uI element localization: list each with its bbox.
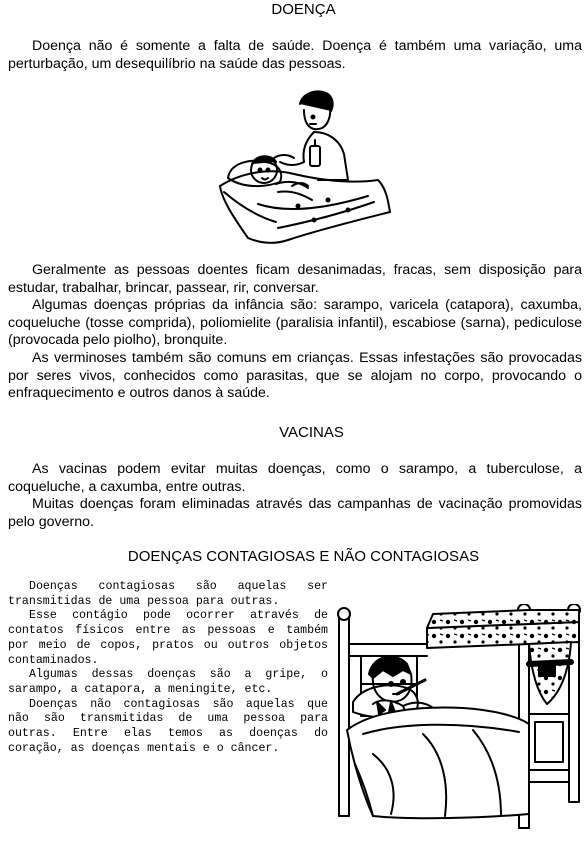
contagiosas-text (8, 580, 328, 756)
sick-boy-with-thermometer-in-bed-illustration (333, 604, 583, 836)
paragraph-vacinas-evitar: As vacinas podem evitar muitas doenças, como o sarampo, a tuberculose, a coqueluche, a caxumba, entre outras. (8, 461, 582, 495)
section-title-contagiosas: DOENÇAS CONTAGIOSAS E NÃO CONTAGIOSAS (127, 548, 480, 565)
section-title-doenca: DOENÇA (271, 1, 336, 18)
paragraph-exemplos: Algumas dessas doenças são a gripe, o sarampo, a catapora, a meningite, etc. (8, 668, 328, 696)
paragraph-nao-contagiosas: Doenças não contagiosas são aquelas que não são transmitidas de uma pessoa para outras. Entre elas temos as doenças do coração, as doenças mentais e o câncer. (8, 697, 328, 755)
paragraph-contagio: Esse contágio pode ocorrer através de contatos físicos entre as pessoas e também por meio de copos, pratos ou outros objetos contaminados. (8, 609, 328, 667)
vacinas-text (8, 461, 582, 531)
paragraph-doencas-infancia: Algumas doenças próprias da infância são: sarampo, varicela (catapora), caxumba, coqueluche (tosse comprida), poliomielite (paralisia infantil), escabiose (sarna), pediculose (provocada pelo piolho), bronquite. (8, 297, 582, 349)
paragraph-disposicao: Geralmente as pessoas doentes ficam desanimadas, fracas, sem disposição para estudar, trabalhar, brincar, passear, rir, conversar. (8, 262, 582, 296)
doenca-text (8, 262, 582, 403)
paragraph-verminoses: As verminoses também são comuns em crianças. Essas infestações são provocadas por seres vivos, conhecidos como parasitas, que se alojam no corpo, provocando o enfraquecimento e outros danos à saúde. (8, 349, 582, 402)
intro-text (8, 38, 582, 73)
section-title-vacinas: VACINAS (279, 424, 344, 441)
man-caring-for-sick-child-in-bed-illustration (218, 88, 393, 248)
paragraph-campanhas: Muitas doenças foram eliminadas através das campanhas de vacinação promovidas pelo governo. (8, 496, 582, 530)
paragraph-contagiosas: Doenças contagiosas são aquelas ser transmitidas de uma pessoa para outras. (8, 580, 328, 608)
intro-paragraph: Doença não é somente a falta de saúde. Doença é também uma variação, uma perturbação, um desequilíbrio na saúde das pessoas. (8, 38, 582, 72)
